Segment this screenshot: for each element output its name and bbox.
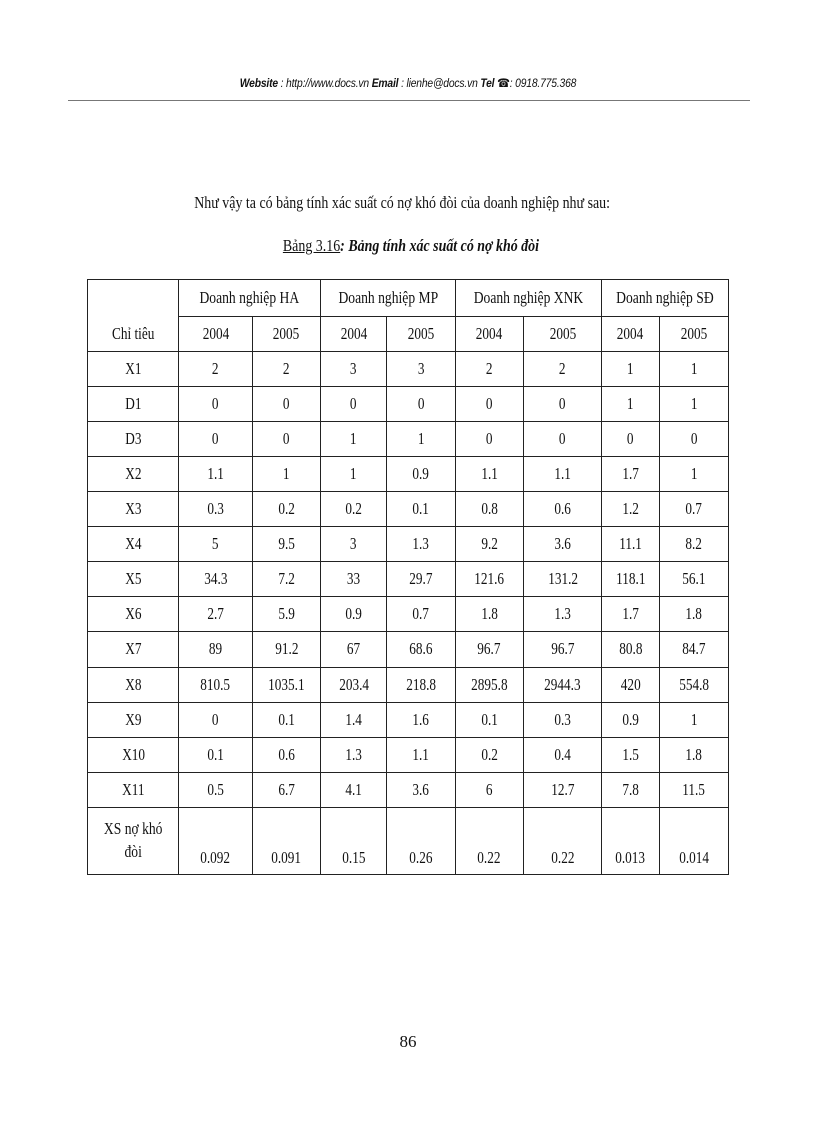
table-cell: 11.1 — [602, 527, 659, 562]
table-cell: 0.4 — [523, 737, 601, 772]
row-label: X11 — [88, 772, 179, 807]
header-divider — [68, 100, 750, 101]
table-cell: 1 — [602, 352, 659, 387]
group-header: Doanh nghiệp SĐ — [602, 280, 729, 317]
table-cell: 1 — [602, 387, 659, 422]
table-cell: 96.7 — [455, 632, 523, 667]
table-cell: 29.7 — [387, 562, 455, 597]
table-cell: 67 — [321, 632, 387, 667]
table-cell: 1 — [321, 457, 387, 492]
tel-label: Tel — [480, 76, 495, 90]
table-cell: 131.2 — [523, 562, 601, 597]
website-value[interactable]: : http://www.docs.vn — [280, 76, 369, 90]
table-row — [88, 597, 729, 632]
table-row — [88, 352, 729, 387]
row-label: X5 — [88, 562, 179, 597]
caption-title: : Bảng tính xác suất có nợ khó đòi — [340, 236, 539, 255]
table-cell: 0 — [523, 387, 601, 422]
table-cell: 3 — [321, 352, 387, 387]
table-cell: 1 — [252, 457, 320, 492]
table-cell: 3 — [321, 527, 387, 562]
table-cell: 0 — [602, 422, 659, 457]
table-cell: 9.2 — [455, 527, 523, 562]
table-cell: 1.3 — [523, 597, 601, 632]
table-row — [88, 527, 729, 562]
caption-label: Bảng 3.16 — [282, 236, 341, 255]
table-cell: 56.1 — [659, 562, 728, 597]
table-row — [88, 457, 729, 492]
table-cell: 1.7 — [602, 597, 659, 632]
table-cell: 0.092 — [179, 807, 252, 874]
table-cell: 218.8 — [387, 667, 455, 702]
table-cell: 1.1 — [387, 737, 455, 772]
table-cell: 118.1 — [602, 562, 659, 597]
table-cell: 420 — [602, 667, 659, 702]
table-cell: 0.3 — [179, 492, 252, 527]
table-cell: 0.2 — [252, 492, 320, 527]
table-cell: 0.15 — [321, 807, 387, 874]
table-cell: 0.7 — [387, 597, 455, 632]
table-cell: 1.4 — [321, 702, 387, 737]
table-cell: 0.013 — [602, 807, 659, 874]
table-cell: 1.8 — [659, 597, 728, 632]
table-cell: 4.1 — [321, 772, 387, 807]
row-label: X10 — [88, 737, 179, 772]
table-cell: 33 — [321, 562, 387, 597]
row-label: X8 — [88, 667, 179, 702]
table-cell: 0.014 — [659, 807, 728, 874]
table-cell: 0 — [179, 422, 252, 457]
table-cell: 9.5 — [252, 527, 320, 562]
table-cell: 1 — [321, 422, 387, 457]
intro-paragraph: Như vậy ta có bảng tính xác suất có nợ khó đòi của doanh nghiệp như sau: — [194, 193, 611, 212]
table-cell: 1.1 — [455, 457, 523, 492]
table-cell: 5.9 — [252, 597, 320, 632]
table-cell: 34.3 — [179, 562, 252, 597]
table-cell: 1 — [659, 702, 728, 737]
table-cell: 121.6 — [455, 562, 523, 597]
email-value[interactable]: : lienhe@docs.vn — [401, 76, 478, 90]
table-row — [88, 737, 729, 772]
table-header-groups — [88, 280, 729, 317]
header-corner — [88, 280, 179, 317]
phone-icon: ☎ — [497, 76, 510, 90]
table-row — [88, 562, 729, 597]
table-cell: 8.2 — [659, 527, 728, 562]
row-label: D3 — [88, 422, 179, 457]
table-cell: 1.8 — [659, 737, 728, 772]
table-cell: 0.5 — [179, 772, 252, 807]
email-label: Email — [371, 76, 399, 90]
table-cell: 1 — [659, 457, 728, 492]
table-row — [88, 422, 729, 457]
table-cell: 96.7 — [523, 632, 601, 667]
table-cell: 0 — [659, 422, 728, 457]
table-cell: 3 — [387, 352, 455, 387]
table-cell: 2.7 — [179, 597, 252, 632]
table-cell: 0.6 — [523, 492, 601, 527]
table-cell: 0.9 — [602, 702, 659, 737]
table-cell: 3.6 — [523, 527, 601, 562]
table-cell: 203.4 — [321, 667, 387, 702]
probability-table — [87, 279, 729, 875]
website-label: Website — [239, 76, 278, 90]
table-cell: 2895.8 — [455, 667, 523, 702]
table-cell: 6 — [455, 772, 523, 807]
table-cell: 0 — [523, 422, 601, 457]
table-row — [88, 772, 729, 807]
year-header: 2004 — [321, 317, 387, 352]
row-label: X6 — [88, 597, 179, 632]
table-cell: 80.8 — [602, 632, 659, 667]
table-cell: 0.2 — [321, 492, 387, 527]
table-cell: 554.8 — [659, 667, 728, 702]
table-cell: 7.2 — [252, 562, 320, 597]
table-cell: 12.7 — [523, 772, 601, 807]
table-cell: 0 — [179, 387, 252, 422]
table-cell: 0.2 — [455, 737, 523, 772]
table-cell: 0 — [455, 422, 523, 457]
table-cell: 89 — [179, 632, 252, 667]
table-cell: 1.6 — [387, 702, 455, 737]
table-cell: 0.22 — [523, 807, 601, 874]
row-label: D1 — [88, 387, 179, 422]
row-label: X1 — [88, 352, 179, 387]
table-cell: 0.091 — [252, 807, 320, 874]
table-cell: 1.2 — [602, 492, 659, 527]
group-header: Doanh nghiệp XNK — [455, 280, 602, 317]
year-header: 2004 — [602, 317, 659, 352]
table-cell: 2 — [523, 352, 601, 387]
table-cell: 2 — [179, 352, 252, 387]
group-header: Doanh nghiệp HA — [179, 280, 321, 317]
table-cell: 1.1 — [523, 457, 601, 492]
table-cell: 1 — [387, 422, 455, 457]
row-label: X9 — [88, 702, 179, 737]
table-row — [88, 702, 729, 737]
table-cell: 0.9 — [387, 457, 455, 492]
table-row — [88, 667, 729, 702]
table-cell: 0 — [252, 387, 320, 422]
table-row — [88, 387, 729, 422]
table-cell: 68.6 — [387, 632, 455, 667]
group-header: Doanh nghiệp MP — [321, 280, 456, 317]
table-cell: 0.3 — [523, 702, 601, 737]
table-cell: 2 — [252, 352, 320, 387]
table-cell: 0.9 — [321, 597, 387, 632]
table-row — [88, 807, 729, 874]
table-cell: 11.5 — [659, 772, 728, 807]
table-cell: 0.1 — [387, 492, 455, 527]
table-header-years — [88, 317, 729, 352]
table-cell: 0 — [252, 422, 320, 457]
table-cell: 1.7 — [602, 457, 659, 492]
table-cell: 0.8 — [455, 492, 523, 527]
year-header: 2005 — [659, 317, 728, 352]
table-cell: 1.8 — [455, 597, 523, 632]
year-header: 2005 — [523, 317, 601, 352]
table-cell: 91.2 — [252, 632, 320, 667]
table-cell: 810.5 — [179, 667, 252, 702]
table-cell: 0.7 — [659, 492, 728, 527]
table-cell: 1.1 — [179, 457, 252, 492]
table-cell: 1 — [659, 387, 728, 422]
year-header: 2005 — [387, 317, 455, 352]
table-row — [88, 492, 729, 527]
page-number: 86 — [399, 1032, 417, 1051]
table-cell: 3.6 — [387, 772, 455, 807]
table-cell: 0.1 — [252, 702, 320, 737]
table-cell: 7.8 — [602, 772, 659, 807]
year-header: 2005 — [252, 317, 320, 352]
table-cell: 0.6 — [252, 737, 320, 772]
table-cell: 1.5 — [602, 737, 659, 772]
row-label: X2 — [88, 457, 179, 492]
row-label: XS nợ khó đòi — [88, 807, 179, 874]
table-cell: 1 — [659, 352, 728, 387]
table-cell: 0.1 — [455, 702, 523, 737]
table-cell: 0 — [387, 387, 455, 422]
row-header-label: Chỉ tiêu — [88, 317, 179, 352]
table-cell: 0 — [455, 387, 523, 422]
table-cell: 6.7 — [252, 772, 320, 807]
table-caption — [76, 236, 745, 256]
table-cell: 0.1 — [179, 737, 252, 772]
table-cell: 1.3 — [321, 737, 387, 772]
table-cell: 84.7 — [659, 632, 728, 667]
tel-value: : 0918.775.368 — [509, 76, 577, 90]
table-cell: 1.3 — [387, 527, 455, 562]
page-header — [57, 76, 759, 90]
table-row — [88, 632, 729, 667]
table-cell: 0 — [179, 702, 252, 737]
table-cell: 1035.1 — [252, 667, 320, 702]
table-cell: 2944.3 — [523, 667, 601, 702]
year-header: 2004 — [179, 317, 252, 352]
table-cell: 0.22 — [455, 807, 523, 874]
table-cell: 0.26 — [387, 807, 455, 874]
table-cell: 5 — [179, 527, 252, 562]
table-cell: 0 — [321, 387, 387, 422]
table-cell: 2 — [455, 352, 523, 387]
row-label: X7 — [88, 632, 179, 667]
row-label: X3 — [88, 492, 179, 527]
year-header: 2004 — [455, 317, 523, 352]
row-label: X4 — [88, 527, 179, 562]
